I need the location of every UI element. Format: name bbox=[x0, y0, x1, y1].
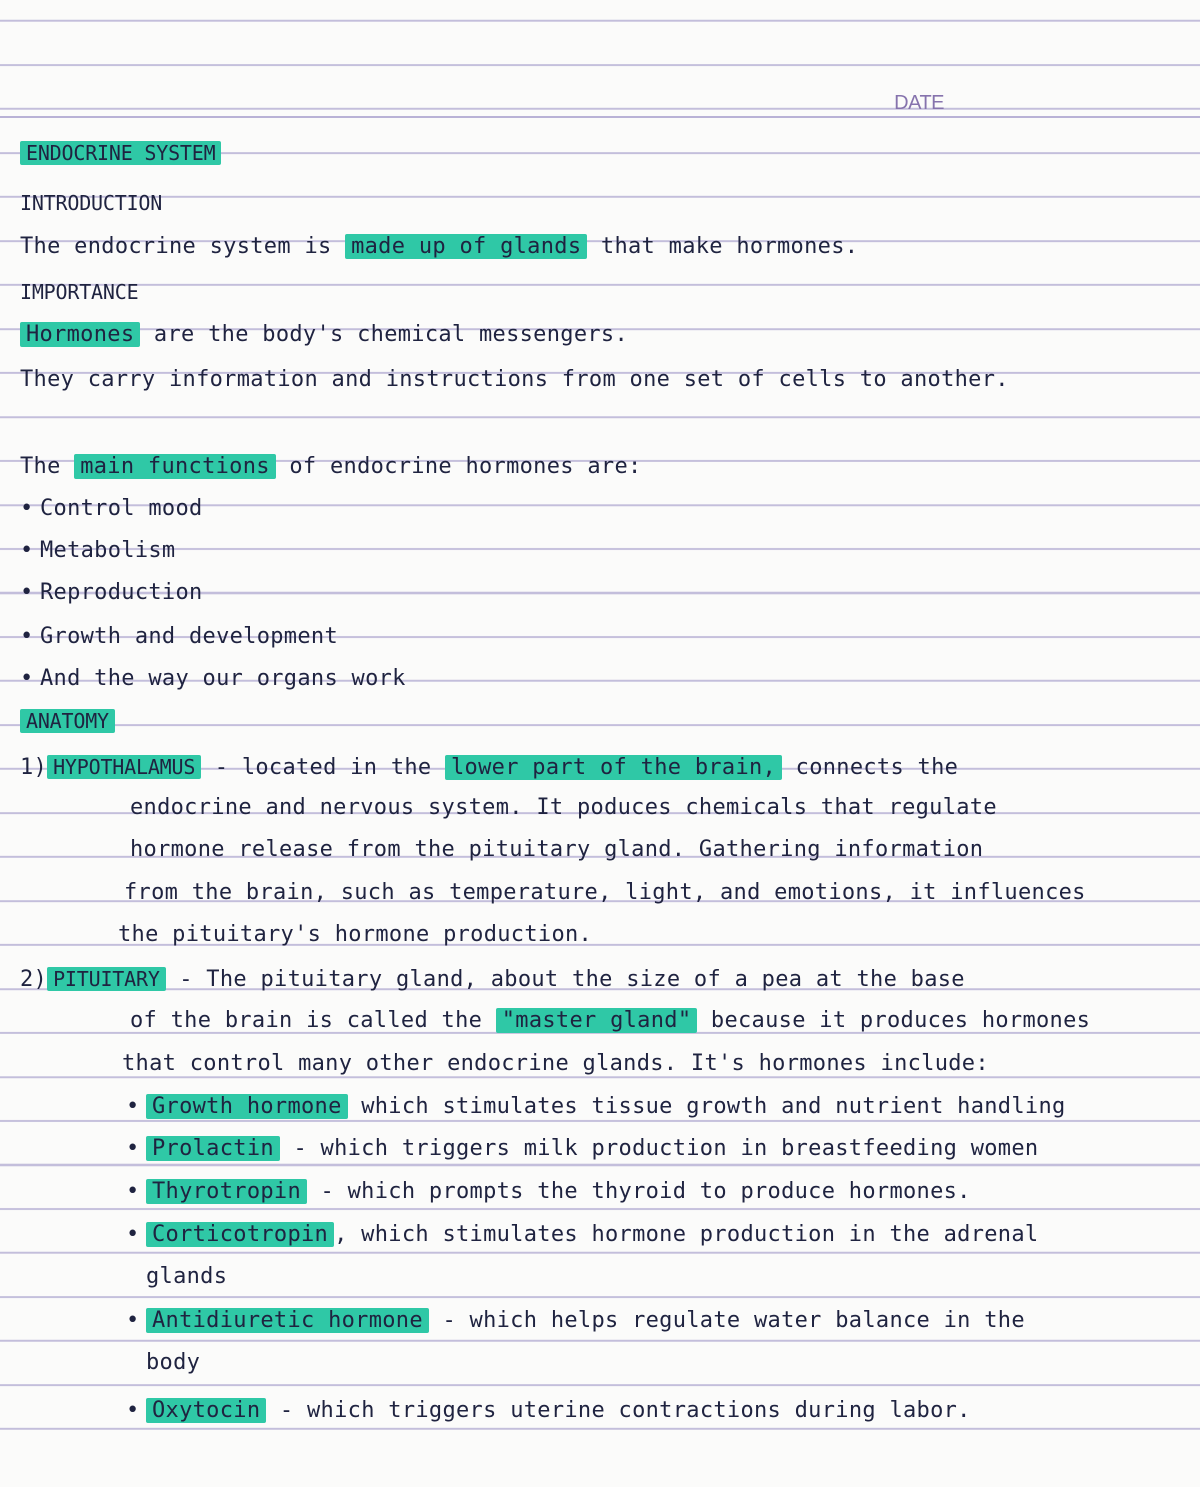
pituitary-line-2: of the brain is called the "master gland" because it produces hormones bbox=[130, 1008, 1091, 1033]
hormone-item: • Corticotropin , which stimulates hormone production in the adrenal bbox=[126, 1222, 1039, 1247]
hypothalamus-line-1: 1) HYPOTHALAMUS - located in the lower part of the brain, connects the bbox=[20, 755, 959, 780]
hormone-item-continuation: glands bbox=[146, 1264, 228, 1289]
hormone-item: • Thyrotropin - which prompts the thyroid to produce hormones. bbox=[126, 1179, 971, 1204]
hypothalamus-line-5: the pituitary's hormone production. bbox=[118, 922, 593, 947]
date-label: DATE bbox=[894, 92, 944, 114]
hypothalamus-line-3: hormone release from the pituitary gland. Gathering information bbox=[130, 837, 984, 862]
list-item: • Growth and development bbox=[20, 624, 338, 649]
pituitary-line-1: 2) PITUITARY - The pituitary gland, about the size of a pea at the base bbox=[20, 967, 965, 992]
introduction-text: The endocrine system is made up of glands that make hormones. bbox=[20, 234, 859, 259]
hypothalamus-line-2: endocrine and nervous system. It poduces chemicals that regulate bbox=[130, 795, 997, 820]
list-item: • Metabolism bbox=[20, 538, 176, 563]
hormone-item: • Prolactin - which triggers milk production in breastfeeding women bbox=[126, 1136, 1039, 1161]
page-title: ENDOCRINE SYSTEM bbox=[20, 138, 1184, 169]
functions-intro: The main functions of endocrine hormones are: bbox=[20, 454, 642, 479]
pituitary-line-3: that control many other endocrine glands. It's hormones include: bbox=[122, 1051, 989, 1076]
anatomy-heading: ANATOMY bbox=[20, 706, 1184, 737]
importance-line-2: They carry information and instructions from one set of cells to another. bbox=[20, 367, 1009, 392]
hormone-item: • Oxytocin - which triggers uterine contractions during labor. bbox=[126, 1398, 971, 1423]
list-item: • Control mood bbox=[20, 496, 203, 521]
hormone-item-continuation: body bbox=[146, 1350, 201, 1375]
hormone-item: • Growth hormone which stimulates tissue growth and nutrient handling bbox=[126, 1094, 1066, 1119]
list-item: • Reproduction bbox=[20, 580, 203, 605]
introduction-heading: INTRODUCTION bbox=[20, 191, 163, 215]
importance-line-1: Hormones are the body's chemical messengers. bbox=[20, 320, 1184, 350]
importance-heading: IMPORTANCE bbox=[20, 280, 139, 304]
hormone-item: • Antidiuretic hormone - which helps regulate water balance in the bbox=[126, 1308, 1025, 1333]
hypothalamus-line-4: from the brain, such as temperature, light, and emotions, it influences bbox=[124, 880, 1086, 905]
list-item: • And the way our organs work bbox=[20, 666, 406, 691]
header-rule bbox=[0, 116, 1200, 118]
